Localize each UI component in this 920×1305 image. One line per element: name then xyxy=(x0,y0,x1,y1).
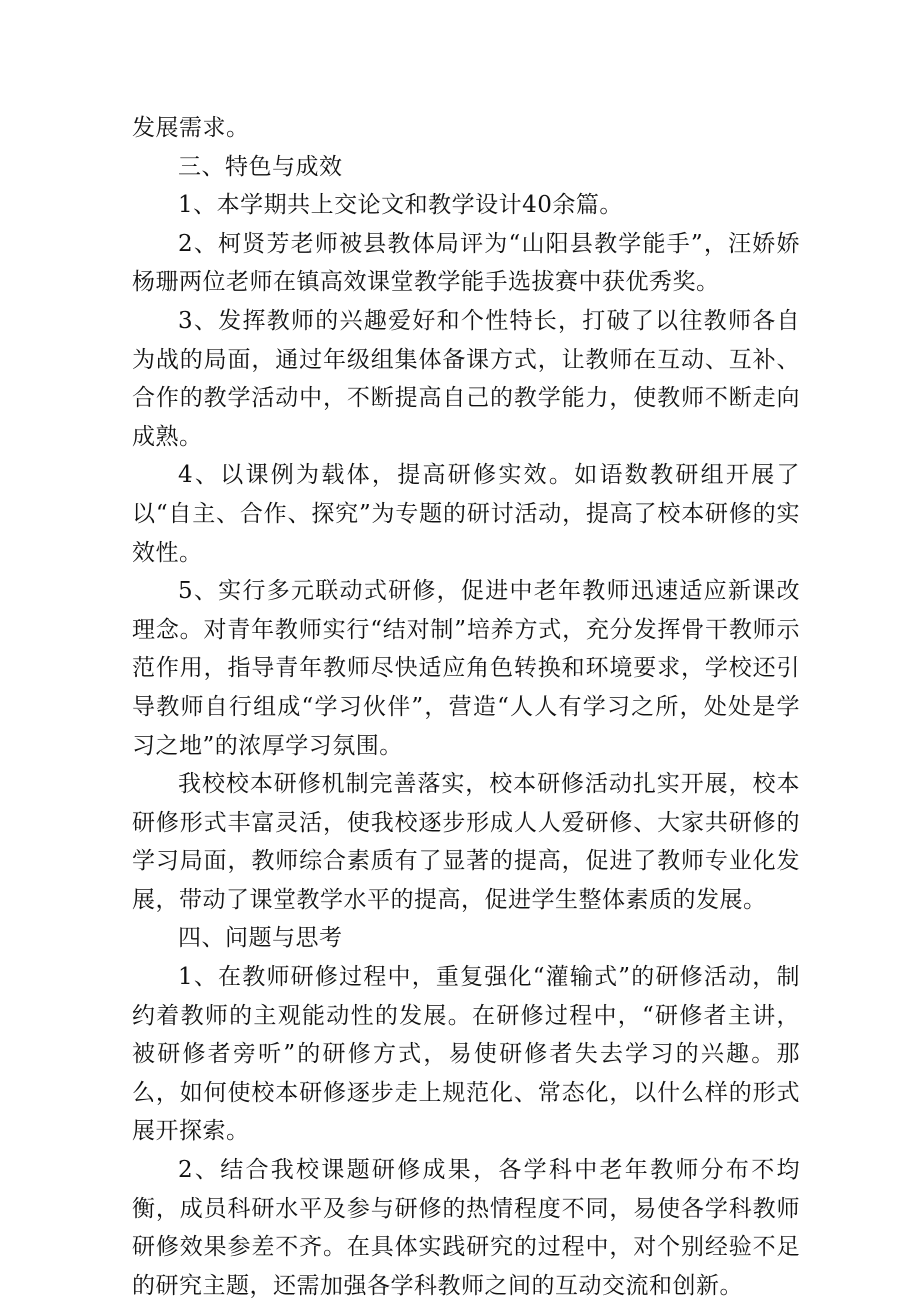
problem-item-1: 1、在教师研修过程中，重复强化“灌输式”的研修活动，制约着教师的主观能动性的发展。在研修过程中，“研修者主讲，被研修者旁听”的研修方式，易使研修者失去学习的兴趣。那么，如何使校本研修逐步走上规范化、常态化，以什么样的形式展开探索。 xyxy=(132,964,800,1145)
result-item-5: 5、实行多元联动式研修，促进中老年教师迅速适应新课改理念。对青年教师实行“结对制”培养方式，充分发挥骨干教师示范作用，指导青年教师尽快适应角色转换和环境要求，学校还引导教师自行组成“学习伙伴”，营造“人人有学习之所，处处是学习之地”的浓厚学习氛围。 xyxy=(132,578,800,759)
result-item-2: 2、柯贤芳老师被县教体局评为“山阳县教学能手”，汪娇娇杨珊两位老师在镇高效课堂教学能手选拔赛中获优秀奖。 xyxy=(132,230,800,296)
document-body xyxy=(132,109,800,1305)
paragraph-continuation: 发展需求。 xyxy=(132,115,250,141)
section-heading-problems-thoughts: 四、问题与思考 xyxy=(178,925,343,952)
result-item-1: 1、本学期共上交论文和教学设计40余篇。 xyxy=(178,192,623,219)
problem-item-2: 2、结合我校课题研修成果，各学科中老年教师分布不均衡，成员科研水平及参与研修的热情程度不同，易使各学科教师研修效果参差不齐。在具体实践研究的过程中，对个别经验不足的研究主题，还需加强各学科教师之间的互动交流和创新。 xyxy=(132,1157,800,1299)
section-heading-features-results: 三、特色与成效 xyxy=(178,153,343,180)
result-item-4: 4、以课例为载体，提高研修实效。如语数教研组开展了以“自主、合作、探究”为专题的研讨活动，提高了校本研修的实效性。 xyxy=(132,462,800,566)
result-item-3: 3、发挥教师的兴趣爱好和个性特长，打破了以往教师各自为战的局面，通过年级组集体备课方式，让教师在互动、互补、合作的教学活动中，不断提高自己的教学能力，使教师不断走向成熟。 xyxy=(132,307,800,450)
summary-paragraph: 我校校本研修机制完善落实，校本研修活动扎实开展，校本研修形式丰富灵活，使我校逐步形成人人爱研修、大家共研修的学习局面，教师综合素质有了显著的提高，促进了教师专业化发展，带动了课堂教学水平的提高，促进学生整体素质的发展。 xyxy=(132,771,800,913)
